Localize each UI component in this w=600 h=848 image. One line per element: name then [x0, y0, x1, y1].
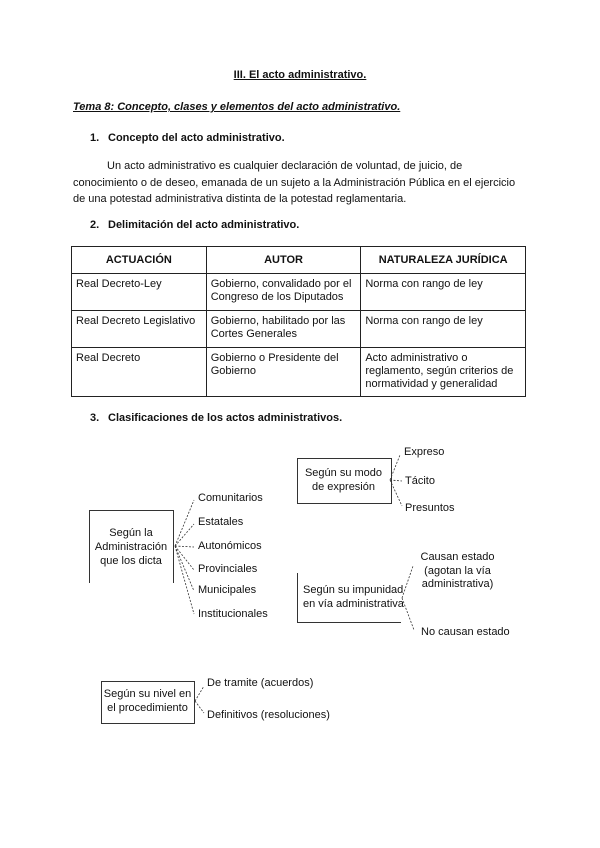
table-cell: Norma con rango de ley [361, 274, 526, 311]
paragraph-line: Un acto administrativo es cualquier declaración de voluntad, de juicio, de [107, 160, 463, 172]
branch-item: Autonómicos [198, 540, 262, 552]
table-cell: Real Decreto [72, 348, 207, 397]
branch-item: Provinciales [198, 563, 258, 575]
branch-item: Tácito [405, 475, 435, 487]
section-number: 3. [90, 412, 100, 424]
branch-item: Presuntos [405, 502, 455, 514]
branch-item: administrativa) [421, 578, 494, 590]
box-label: Según su modo [304, 467, 383, 479]
paragraph-line: conocimiento o de deseo, emanada de un sujeto a la Administración Pública en el ejercicio [73, 177, 516, 189]
table-cell: Real Decreto Legislativo [72, 311, 207, 348]
box-label: en vía administrativa [303, 598, 404, 610]
paragraph-line: de una potestad administrativa distinta de la potestad reglamentaria. [73, 193, 407, 205]
box-label: Según la [109, 527, 153, 539]
topic-title: Tema 8: Concepto, clases y elementos del acto administrativo. [73, 101, 401, 113]
branch-item: Municipales [198, 584, 257, 596]
box-label: Según su impunidad [303, 584, 404, 596]
table-cell: Gobierno o Presidente del Gobierno [206, 348, 361, 397]
section-heading: Clasificaciones de los actos administrativos. [108, 412, 343, 424]
section-heading: Delimitación del acto administrativo. [108, 219, 300, 231]
table-cell: Gobierno, habilitado por las Cortes Generales [206, 311, 361, 348]
branch-item: Institucionales [198, 608, 268, 620]
table-cell: Real Decreto-Ley [72, 274, 207, 311]
branch-item: Definitivos (resoluciones) [207, 709, 330, 721]
branch-item: Comunitarios [198, 492, 263, 504]
section-number: 1. [90, 132, 100, 144]
branch-item: Estatales [198, 516, 244, 528]
box-label: Administración [94, 541, 168, 553]
section-heading: Concepto del acto administrativo. [108, 132, 285, 144]
column-header: ACTUACIÓN [72, 247, 207, 274]
table-cell: Gobierno, convalidado por el Congreso de los Diputados [206, 274, 361, 311]
table-cell: Norma con rango de ley [361, 311, 526, 348]
table-cell: Acto administrativo o reglamento, según criterios de normatividad y generalidad [361, 348, 526, 397]
branch-item: Expreso [404, 446, 445, 458]
box-label: el procedimiento [107, 702, 188, 714]
column-header: NATURALEZA JURÍDICA [361, 247, 526, 274]
chapter-title: III. El acto administrativo. [233, 69, 367, 81]
box-label: que los dicta [100, 555, 162, 567]
branch-item: De tramite (acuerdos) [207, 677, 314, 689]
section-number: 2. [90, 219, 100, 231]
branch-item: No causan estado [421, 626, 510, 638]
branch-item: (agotan la vía [424, 565, 491, 577]
box-label: Según su nivel en [103, 688, 192, 700]
box-label: de expresión [312, 481, 375, 493]
branch-item: Causan estado [420, 551, 495, 563]
column-header: AUTOR [206, 247, 361, 274]
